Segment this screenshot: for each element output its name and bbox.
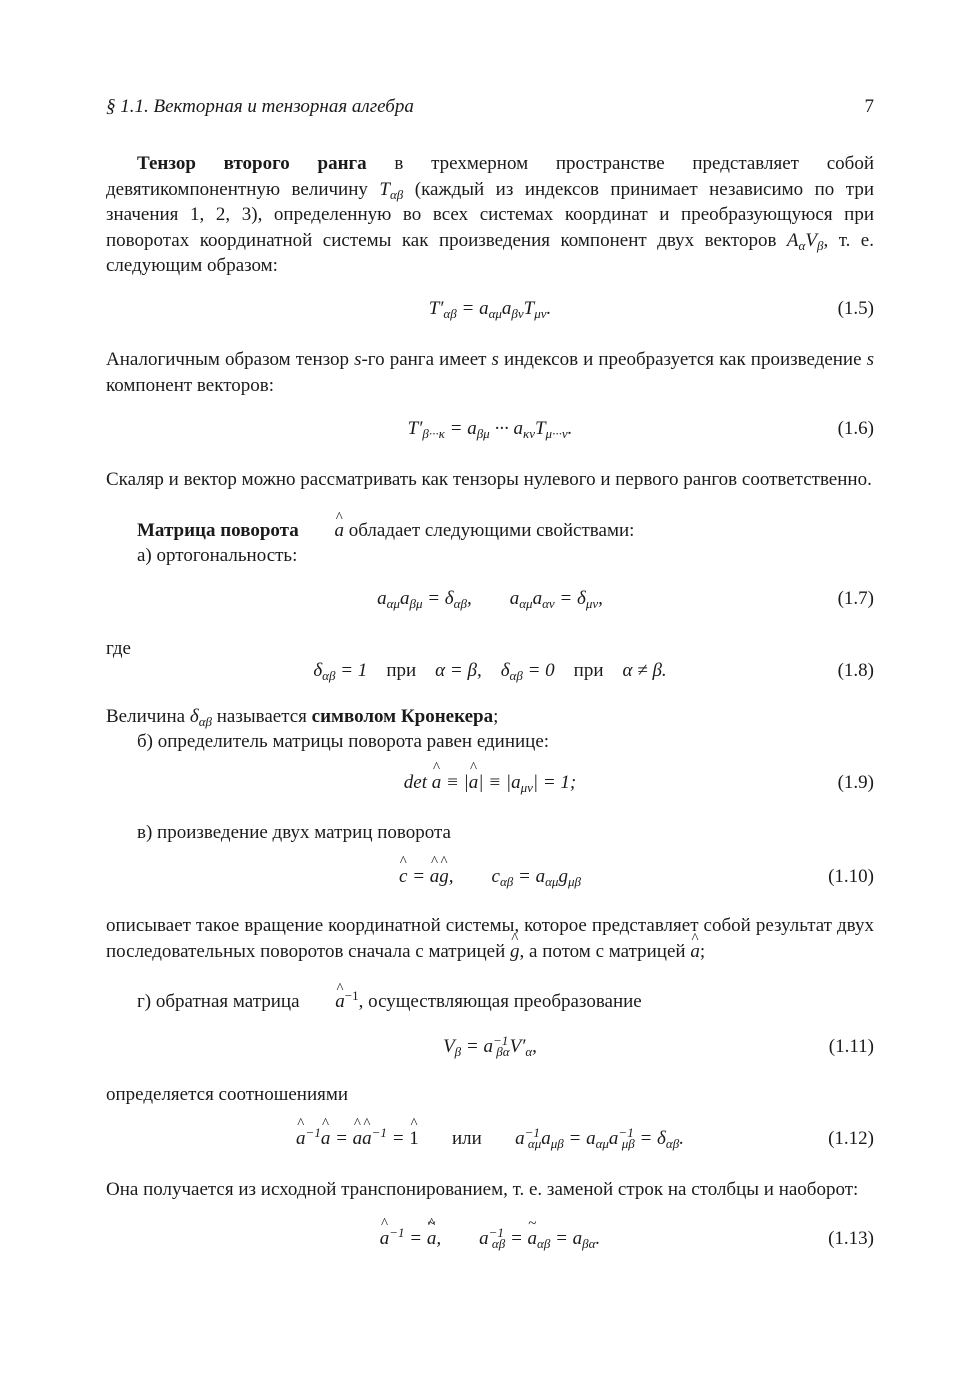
- equation-1-6: $T'_{\beta\cdot\cdot\cdot\kappa} = a_{\beta\mu}$ ··· $a_{\kappa\nu}T_{\mu\cdot\cdot\cdot\nu}$. (1.6): [407, 418, 874, 441]
- paragraph-tensor-definition: Тензор второго ранга в трехмерном пространстве представляет собой девятикомпонентную величину $T_{\alpha\beta}$ (каждый из индексов принимает независимо по три значения 1, 2, 3), определенную во всех системах координат и преобразующуюся при поворотах координатной системы как произведения компонент двух векторов $A_\alpha V_\beta$, т. е. следующим образом:: [106, 153, 874, 276]
- item-b: б) определитель матрицы поворота равен единице:: [137, 731, 550, 752]
- equation-1-11: $V_\beta = a^{-1}_{\beta\alpha}V'_\alpha$, (1.11): [443, 1033, 874, 1059]
- equation-number: (1.13): [828, 1228, 874, 1249]
- running-header: [106, 96, 874, 118]
- equation-number: (1.11): [828, 1036, 874, 1057]
- equation-number: (1.8): [837, 660, 874, 681]
- equation-1-7: $a_{\alpha\mu}a_{\beta\mu} = \delta_{\alpha\beta}$, $a_{\alpha\mu}a_{\alpha\nu} = \delta_{\mu\nu}$, (1.7): [377, 588, 874, 611]
- equation-number: (1.12): [828, 1128, 874, 1149]
- equation-1-5: $T'_{\alpha\beta} = a_{\alpha\mu}a_{\beta\nu}T_{\mu\nu}$. (1.5): [428, 298, 874, 321]
- paragraph-transpose: Она получается из исходной транспонированием, т. е. заменой строк на столбцы и наоборот:: [106, 1179, 859, 1200]
- paragraph-composition: описывает такое вращение координатной системы, которое представляет собой результат двух последовательных поворотов сначала с матрицей ^ g, а потом с матрицей ^ a;: [106, 913, 874, 964]
- page: [106, 0, 874, 1388]
- header-title: § 1.1. Векторная и тензорная алгебра: [106, 96, 414, 117]
- equation-number: (1.10): [828, 866, 874, 887]
- equation-number: (1.5): [837, 298, 874, 319]
- equation-1-13: ^ $a^{-1}$ = ^ ~ a, $a^{-1}_{\alpha\beta}$ = ~ $a_{\alpha\beta} = a_{\beta\alpha}$. (1.13): [106, 1228, 874, 1256]
- paragraph-kronecker: Величина $\delta_{\alpha\beta}$ называется символом Кронекера;: [106, 706, 499, 729]
- term-rotation-matrix: Матрица поворота: [137, 520, 299, 541]
- paragraph-rank-s: Аналогичным образом тензор s-го ранга имеет s индексов и преобразуется как произведение s компонент векторов:: [106, 349, 874, 396]
- item-g: г) обратная матрица ^ $a^{-1}$, осуществляющая преобразование: [106, 989, 874, 1015]
- equation-number: (1.9): [837, 772, 874, 793]
- page-number: 7: [864, 96, 874, 117]
- equation-1-10: ^ c = ^ a^ g, $c_{\alpha\beta} = a_{\alpha\mu}g_{\mu\beta}$ (1.10): [106, 866, 874, 894]
- paragraph-rotation-matrix: Матрица поворота ^ a обладает следующими свойствами:: [106, 518, 874, 544]
- paragraph-scalar-vector: Скаляр и вектор можно рассматривать как тензоры нулевого и первого рангов соответственно.: [106, 469, 872, 490]
- paragraph-defined-by: определяется соотношениями: [106, 1084, 349, 1105]
- item-a: а) ортогональность:: [137, 545, 298, 566]
- equation-number: (1.7): [837, 588, 874, 609]
- item-v: в) произведение двух матриц поворота: [137, 822, 451, 843]
- equation-1-9: det ^ a ≡ |^ $a| \equiv |a_{\mu\nu}| = 1$; (1.9): [106, 772, 874, 800]
- equation-1-12: ^ $a^{-1}\^{}$ a = ^ a^ $a^{-1}$ = ^ 1 или $a^{-1}_{\alpha\mu}a_{\mu\beta} = a_{\alpha\mu}a^{-1}_{\mu\beta} = \delta_{\alpha\beta}$. (1.12): [106, 1128, 874, 1156]
- term-second-rank-tensor: Тензор второго ранга: [137, 153, 367, 174]
- word-where: где: [106, 638, 131, 659]
- equation-number: (1.6): [837, 418, 874, 439]
- term-kronecker-symbol: символом Кронекера: [311, 706, 494, 727]
- equation-1-8: $\delta_{\alpha\beta} = 1$ при α = β, $\delta_{\alpha\beta} = 0$ при α ≠ β. (1.8): [313, 660, 874, 683]
